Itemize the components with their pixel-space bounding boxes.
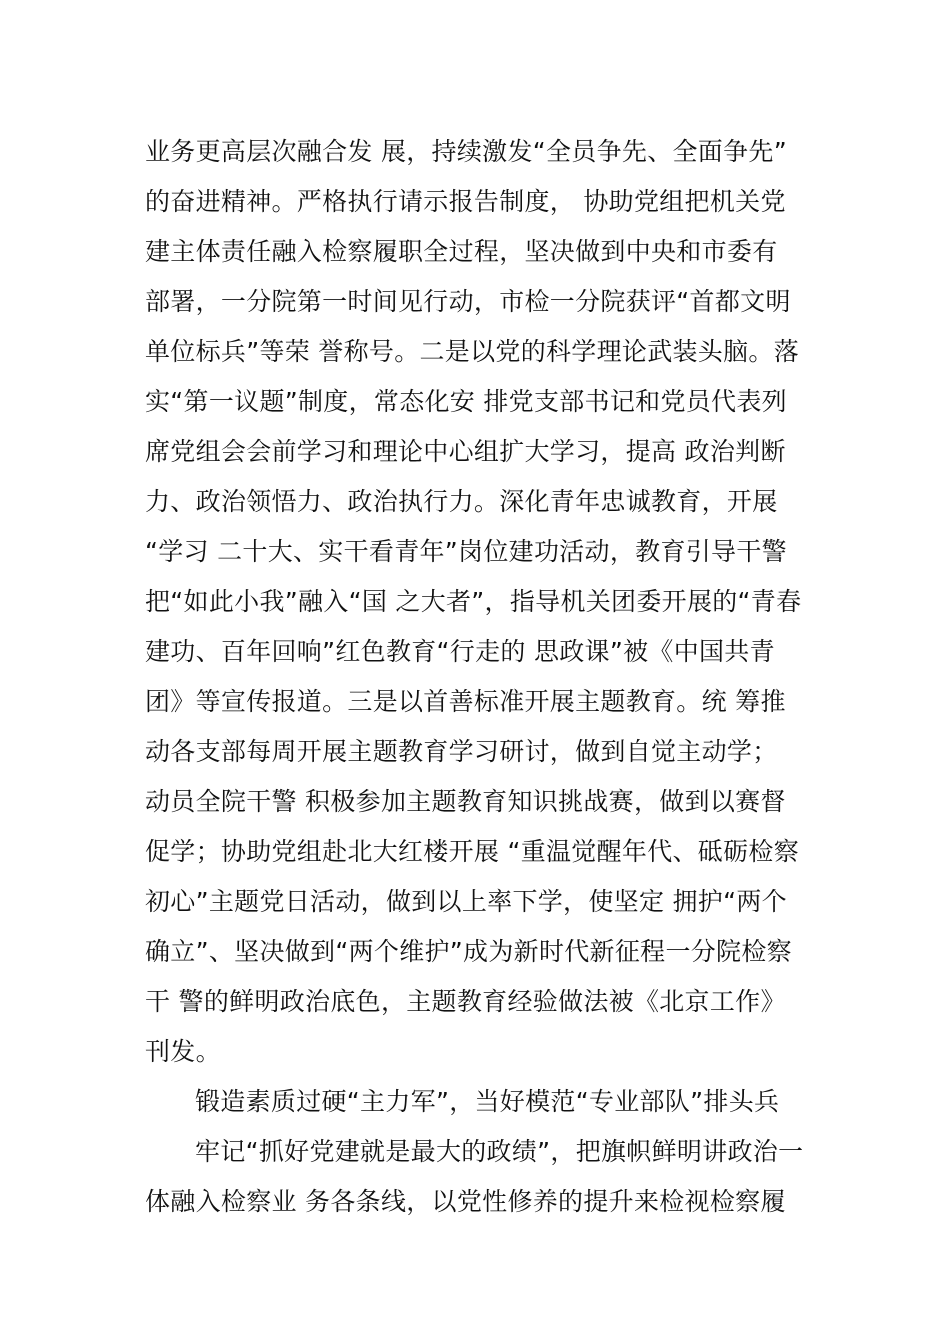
- text-line: 初心”主题党日活动，做到以上率下学，使坚定 拥护“两个: [145, 887, 787, 916]
- text-line: 促学；协助党组赴北大红楼开展 “重温觉醒年代、砥砺检察: [145, 837, 800, 866]
- text-line: 业务更高层次融合发 展，持续激发“全员争先、全面争先”: [145, 137, 787, 166]
- text-line: 的奋进精神。严格执行请示报告制度， 协助党组把机关党: [145, 187, 786, 216]
- text-line: 部署，一分院第一时间见行动，市检一分院获评“首都文明: [145, 287, 791, 316]
- body-text: [145, 127, 815, 1227]
- text-line: 实“第一议题”制度，常态化安 排党支部书记和党员代表列: [145, 387, 787, 416]
- section-heading: 锻造素质过硬“主力军”，当好模范“专业部队”排头兵: [195, 1087, 780, 1116]
- text-line: 确立”、坚决做到“两个维护”成为新时代新征程一分院检察: [145, 937, 792, 966]
- text-line: 体融入检察业 务各条线，以党性修养的提升来检视检察履: [145, 1187, 786, 1216]
- text-line: 动员全院干警 积极参加主题教育知识挑战赛，做到以赛督: [145, 787, 786, 816]
- text-line: 建功、百年回响”红色教育“行走的 思政课”被《中国共青: [145, 637, 775, 666]
- text-line: 力、政治领悟力、政治执行力。深化青年忠诚教育，开展: [145, 487, 778, 516]
- text-line: 干 警的鲜明政治底色，主题教育经验做法被《北京工作》: [145, 987, 786, 1016]
- text-line: 刊发。: [145, 1037, 221, 1066]
- text-line: 动各支部每周开展主题教育学习研讨，做到自觉主动学；: [145, 737, 778, 766]
- text-line: 建主体责任融入检察履职全过程，坚决做到中央和市委有: [145, 237, 778, 266]
- text-line: 席党组会会前学习和理论中心组扩大学习，提高 政治判断: [145, 437, 786, 466]
- text-line: “学习 二十大、实干看青年”岗位建功活动，教育引导干警: [145, 537, 787, 566]
- text-line: 把“如此小我”融入“国 之大者”，指导机关团委开展的“青春: [145, 587, 802, 616]
- paragraph-start-line: 牢记“抓好党建就是最大的政绩”，把旗帜鲜明讲政治一: [195, 1137, 804, 1166]
- text-line: 团》等宣传报道。三是以首善标准开展主题教育。统 筹推: [145, 687, 786, 716]
- text-line: 单位标兵”等荣 誉称号。二是以党的科学理论武装头脑。落: [145, 337, 800, 366]
